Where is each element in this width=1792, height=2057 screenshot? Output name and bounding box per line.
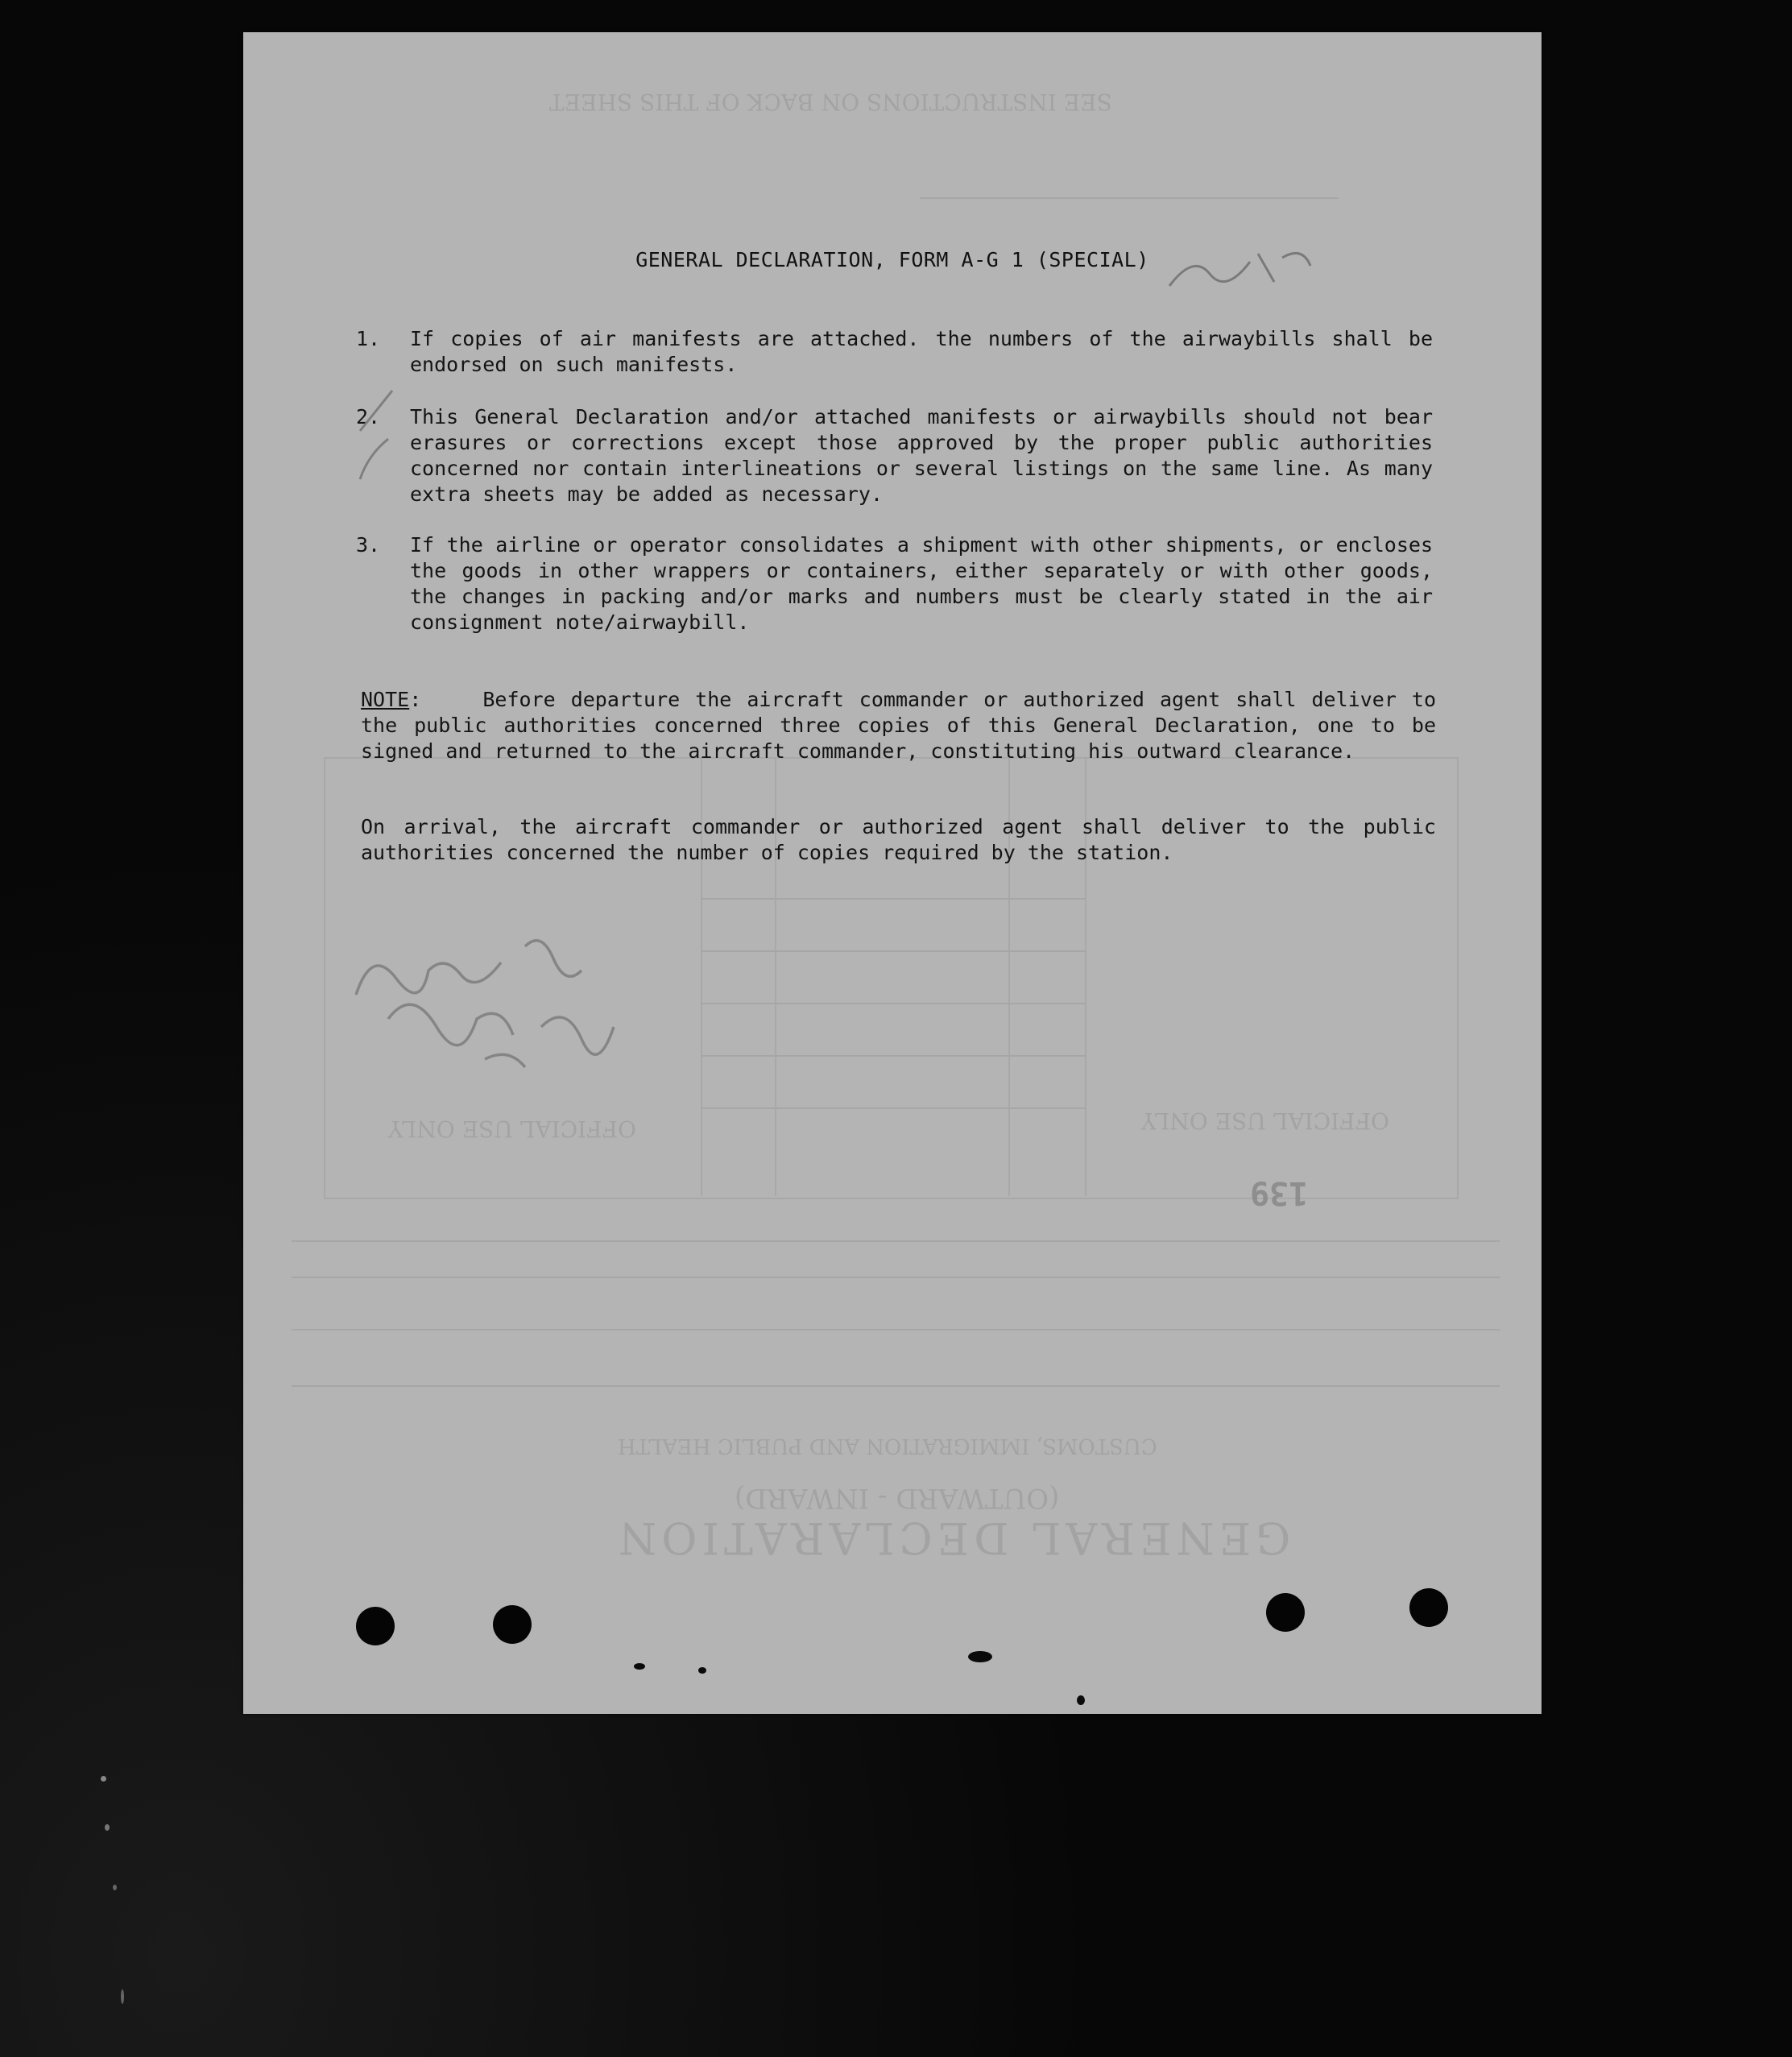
bleed-through-row	[701, 950, 1085, 952]
bleed-through-official-left: OFFICIAL USE ONLY	[388, 1115, 636, 1142]
pencil-scribble-left	[344, 383, 400, 487]
dust-speck	[101, 1776, 106, 1782]
item-number: 2.	[356, 405, 381, 428]
handwritten-signature	[340, 898, 630, 1083]
document-page	[243, 32, 1542, 1714]
bleed-through-row	[701, 1055, 1085, 1057]
pencil-scribble-top	[1161, 238, 1322, 310]
dust-speck	[105, 1824, 110, 1831]
bleed-through-official-right: OFFICIAL USE ONLY	[1141, 1107, 1389, 1134]
bleed-through-stamp-number: 139	[1250, 1174, 1309, 1211]
note-text: Before departure the aircraft commander or authorized agent shall deliver to the public authorities concerned three copies of this General Declaration, one to be signed and returned to the aircraft commander, constituting his outward clearance.	[361, 688, 1436, 763]
punch-hole	[1266, 1593, 1305, 1632]
dust-speck	[121, 1989, 124, 2004]
bleed-through-row	[701, 1003, 1085, 1004]
bleed-through-rule	[292, 1240, 1500, 1242]
dust-speck	[634, 1663, 645, 1670]
bleed-through-rule	[292, 1277, 1500, 1278]
bleed-through-subtitle2: CUSTOMS, IMMIGRATION AND PUBLIC HEALTH	[618, 1434, 1157, 1458]
arrival-paragraph: On arrival, the aircraft commander or authorized agent shall deliver to the public authorities concerned the number of copies required by the station.	[361, 815, 1436, 864]
item-number: 3.	[356, 533, 381, 557]
note-label: NOTE	[361, 688, 410, 711]
bleed-through-subtitle: (OUTWARD - INWARD)	[735, 1482, 1060, 1514]
page-title: GENERAL DECLARATION, FORM A-G 1 (SPECIAL)	[635, 248, 1149, 271]
item-text: If the airline or operator consolidates a shipment with other shipments, or encloses the goods in other wrappers or containers, either separately or with other goods, the changes in packing and/or marks and numbers must be clearly stated in the air consignment note/airwaybill.	[410, 533, 1433, 634]
item-number: 1.	[356, 327, 381, 350]
bleed-through-rule	[292, 1329, 1500, 1331]
punch-hole	[493, 1605, 532, 1644]
item-text: If copies of air manifests are attached. the numbers of the airwaybills shall be endorsed on such manifests.	[410, 327, 1433, 376]
bleed-through-rule	[292, 1385, 1500, 1387]
bleed-through-row	[701, 1107, 1085, 1109]
dust-speck	[113, 1885, 117, 1890]
item-text: This General Declaration and/or attached manifests or airwaybills should not bear erasures or corrections except those approved by the proper public authorities concerned nor contain interlineations or several listings on the same line. As many extra sheets may be added as necessary.	[410, 405, 1433, 506]
bleed-through-header: SEE INSTRUCTIONS ON BACK OF THIS SHEET	[549, 89, 1112, 115]
dust-speck	[698, 1667, 706, 1674]
dust-speck	[968, 1651, 992, 1662]
punch-hole	[1409, 1588, 1448, 1627]
note-paragraph: NOTE: Before departure the aircraft commander or authorized agent shall deliver to the public authorities concerned three copies of this General Declaration, one to be signed and returned to the aircraft commander, constituting his outward clearance.	[361, 688, 1436, 763]
dust-speck	[1077, 1695, 1085, 1705]
punch-hole	[356, 1607, 395, 1645]
bleed-through-row	[701, 898, 1085, 900]
bleed-through-big-title: GENERAL DECLARATION	[614, 1513, 1291, 1563]
bleed-through-rule	[920, 197, 1339, 199]
